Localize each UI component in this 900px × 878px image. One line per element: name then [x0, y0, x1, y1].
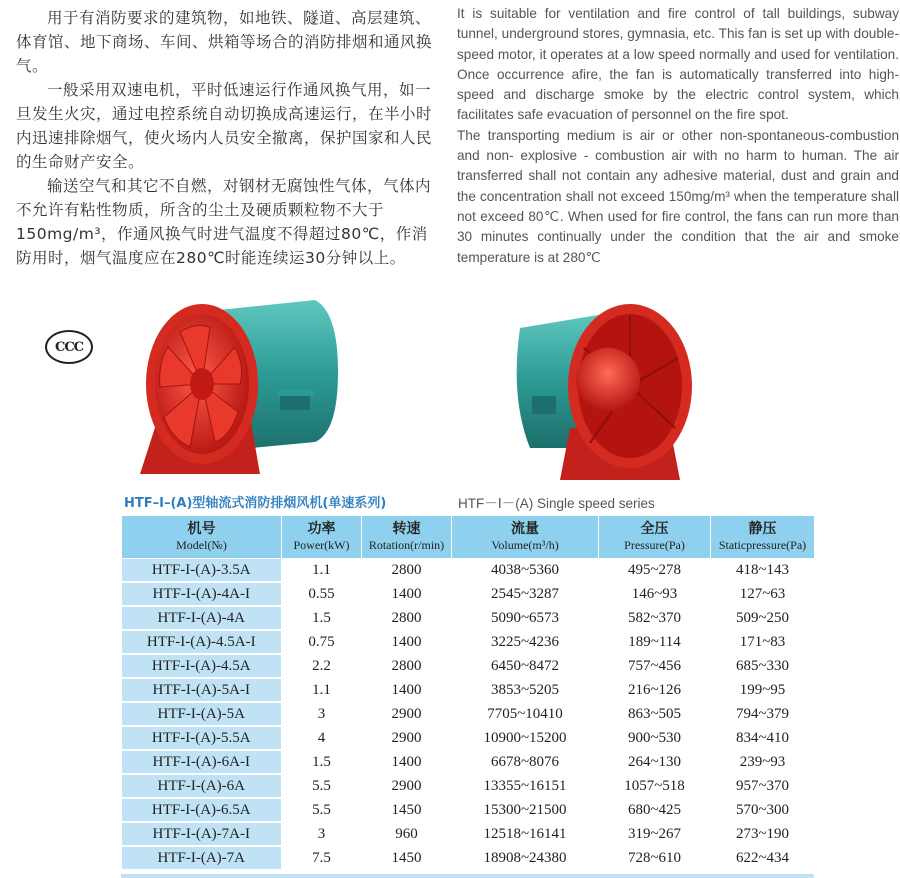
table-row [122, 798, 815, 822]
value-cell: 622~434 [711, 846, 815, 870]
value-cell: 10900~15200 [452, 726, 599, 750]
value-cell: 418~143 [711, 559, 815, 583]
value-cell: 680~425 [599, 798, 711, 822]
value-cell: 2800 [362, 559, 452, 583]
value-cell: 582~370 [599, 606, 711, 630]
intro-cn-paragraph: 一般采用双速电机，平时低速运行作通风换气用，如一旦发生火灾，通过电控系统自动切换成高速运行，在半小时内迅速排除烟气，使火场内人员安全撤离，保护国家和人民的生命财产安全。 [16, 81, 433, 171]
value-cell: 1400 [362, 582, 452, 606]
ccc-certification-logo [45, 330, 93, 364]
value-cell: 12518~16141 [452, 822, 599, 846]
value-cell: 146~93 [599, 582, 711, 606]
value-cell: 2900 [362, 726, 452, 750]
value-cell: 1.1 [282, 678, 362, 702]
model-cell: HTF-I-(A)-4A-I [122, 582, 282, 606]
value-cell: 0.55 [282, 582, 362, 606]
model-cell: HTF-I-(A)-5.5A [122, 726, 282, 750]
value-cell: 2545~3287 [452, 582, 599, 606]
value-cell: 794~379 [711, 702, 815, 726]
model-cell: HTF-I-(A)-6A-I [122, 750, 282, 774]
table-row [122, 774, 815, 798]
value-cell: 7.5 [282, 846, 362, 870]
value-cell: 863~505 [599, 702, 711, 726]
fan-rear-view-image [510, 298, 700, 483]
intro-en-paragraph: It is suitable for ventilation and fire control of tall buildings, subway tunnel, underground stores, gymnasia, etc. This fan is set up with double-speed motor, it operates at a low speed normally and used for ventilation. Once occurrence afire, the fan is automatically transferred into high-speed and discharge smoke by the electric control system, which facilitates safe evacuation of personnel on the fire spot. [457, 6, 899, 123]
ccc-logo-text: CCC [54, 339, 84, 355]
value-cell: 1.1 [282, 559, 362, 583]
model-cell: HTF-I-(A)-4.5A [122, 654, 282, 678]
value-cell: 7705~10410 [452, 702, 599, 726]
value-cell: 127~63 [711, 582, 815, 606]
value-cell: 216~126 [599, 678, 711, 702]
value-cell: 834~410 [711, 726, 815, 750]
value-cell: 319~267 [599, 822, 711, 846]
value-cell: 728~610 [599, 846, 711, 870]
table-title-chinese: HTF–I–(A)型轴流式消防排烟风机(单速系列) [124, 496, 387, 511]
model-cell: HTF-I-(A)-4.5A-I [122, 630, 282, 654]
intro-en-paragraph: The transporting medium is air or other non-spontaneous-combustion and non- explosive - combustion air with no harm to human. The air transferred shall not contain any adhesive material, dust and grain and the concentration shall not exceed 150mg/m³ when the temperature shall not exceed 80℃. When used for fire control, the fans can run more than 30 minutes continually under the condition that the air and smoke temperature is at 280℃ [457, 127, 899, 265]
table-row [122, 630, 815, 654]
model-cell: HTF-I-(A)-5A [122, 702, 282, 726]
value-cell: 1450 [362, 798, 452, 822]
table-row [122, 846, 815, 870]
value-cell: 495~278 [599, 559, 711, 583]
model-cell: HTF-I-(A)-6.5A [122, 798, 282, 822]
table-title-english: HTF－Ⅰ－(A) Single speed series [458, 496, 655, 511]
table-row [122, 822, 815, 846]
table-row [122, 750, 815, 774]
value-cell: 2800 [362, 606, 452, 630]
model-cell: HTF-I-(A)-4A [122, 606, 282, 630]
value-cell: 957~370 [711, 774, 815, 798]
value-cell: 900~530 [599, 726, 711, 750]
value-cell: 1400 [362, 630, 452, 654]
intro-cn-paragraph: 用于有消防要求的建筑物，如地铁、隧道、高层建筑、体育馆、地下商场、车间、烘箱等场合的消防排烟和通风换气。 [16, 9, 433, 75]
value-cell: 0.75 [282, 630, 362, 654]
model-cell: HTF-I-(A)-3.5A [122, 559, 282, 583]
table-row [122, 726, 815, 750]
value-cell: 1.5 [282, 606, 362, 630]
value-cell: 3853~5205 [452, 678, 599, 702]
table-continuation-edge [121, 874, 814, 878]
column-header: 功率 Power(kW) [282, 516, 362, 559]
intro-chinese [16, 6, 436, 270]
value-cell: 5090~6573 [452, 606, 599, 630]
intro-cn-paragraph: 输送空气和其它不自燃，对钢材无腐蚀性气体，气体内不允许有粘性物质，所含的尘土及硬质颗粒物不大于150mg/m³，作通风换气时进气温度不得超过80℃，作消防用时，烟气温度应在280℃时能连续运30分钟以上。 [16, 177, 432, 267]
value-cell: 239~93 [711, 750, 815, 774]
value-cell: 189~114 [599, 630, 711, 654]
table-row [122, 559, 815, 583]
spec-table [121, 515, 815, 871]
value-cell: 2.2 [282, 654, 362, 678]
table-row [122, 702, 815, 726]
value-cell: 273~190 [711, 822, 815, 846]
model-cell: HTF-I-(A)-5A-I [122, 678, 282, 702]
model-cell: HTF-I-(A)-7A-I [122, 822, 282, 846]
column-header: 全压 Pressure(Pa) [599, 516, 711, 559]
value-cell: 4 [282, 726, 362, 750]
value-cell: 18908~24380 [452, 846, 599, 870]
value-cell: 5.5 [282, 798, 362, 822]
value-cell: 6450~8472 [452, 654, 599, 678]
value-cell: 2900 [362, 774, 452, 798]
value-cell: 960 [362, 822, 452, 846]
table-header-row [122, 516, 815, 559]
value-cell: 570~300 [711, 798, 815, 822]
table-row [122, 582, 815, 606]
model-cell: HTF-I-(A)-6A [122, 774, 282, 798]
value-cell: 6678~8076 [452, 750, 599, 774]
value-cell: 685~330 [711, 654, 815, 678]
value-cell: 1450 [362, 846, 452, 870]
value-cell: 3225~4236 [452, 630, 599, 654]
table-row [122, 606, 815, 630]
table-row [122, 654, 815, 678]
value-cell: 264~130 [599, 750, 711, 774]
column-header: 流量 Volume(m³/h) [452, 516, 599, 559]
value-cell: 1057~518 [599, 774, 711, 798]
column-header: 转速 Rotation(r/min) [362, 516, 452, 559]
column-header: 机号 Model(№) [122, 516, 282, 559]
value-cell: 15300~21500 [452, 798, 599, 822]
model-cell: HTF-I-(A)-7A [122, 846, 282, 870]
column-header: 静压 Staticpressure(Pa) [711, 516, 815, 559]
fan-front-view-image [140, 292, 340, 478]
value-cell: 757~456 [599, 654, 711, 678]
value-cell: 4038~5360 [452, 559, 599, 583]
value-cell: 171~83 [711, 630, 815, 654]
value-cell: 1400 [362, 678, 452, 702]
table-row [122, 678, 815, 702]
value-cell: 2900 [362, 702, 452, 726]
intro-english [457, 4, 899, 268]
value-cell: 5.5 [282, 774, 362, 798]
value-cell: 2800 [362, 654, 452, 678]
value-cell: 3 [282, 822, 362, 846]
value-cell: 3 [282, 702, 362, 726]
value-cell: 199~95 [711, 678, 815, 702]
value-cell: 13355~16151 [452, 774, 599, 798]
value-cell: 1400 [362, 750, 452, 774]
value-cell: 1.5 [282, 750, 362, 774]
value-cell: 509~250 [711, 606, 815, 630]
